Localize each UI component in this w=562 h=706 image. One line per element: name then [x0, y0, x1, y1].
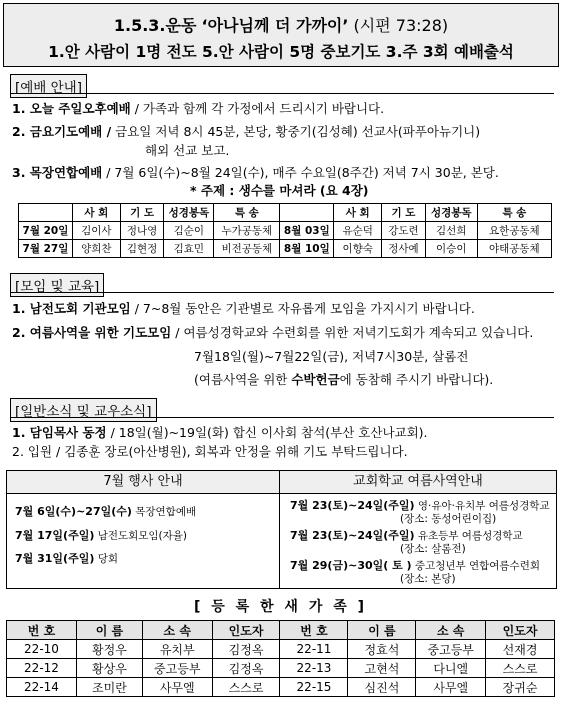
bulletin-header [3, 3, 559, 67]
monthly-events [7, 471, 280, 588]
new-family-title: [ 등 록 한 새 가 족 ] [193, 599, 368, 615]
table-row: 7월 27일 양희찬 김현정 김효민 비전공동체 8월 10일 이향숙 정사예 이승이 야태공동체 [19, 240, 552, 258]
table-row: 22-12 황상우 중고등부 김정옥 22-13 고현석 다니엘 스스로 [7, 659, 555, 678]
section-divider [10, 417, 554, 418]
table-header-row: 사 회 기 도 성경봉독 특 송 사 회 기 도 성경봉독 특 송 [19, 204, 552, 222]
table-header-row: 번 호 이 름 소 속 인도자 번 호 이 름 소 속 인도자 [7, 621, 555, 640]
worship-item-2: 2. 금요기도예배 / 금요일 저녁 8시 45분, 본당, 황중기(김성혜) 선교사(파푸아뉴기니) [12, 124, 481, 139]
worship-section [10, 74, 554, 266]
news-section [10, 398, 554, 460]
list-item: 7월 6일(수)~27일(수) 목장연합예배 [15, 505, 197, 518]
worship-schedule-table [18, 203, 552, 258]
section-divider [10, 292, 554, 293]
news-item-1: 1. 담임목사 동정 / 18일(월)~19일(화) 합신 이사회 참석(부산 호산나교회). [12, 425, 428, 440]
section-title: [예배 안내] [10, 74, 87, 98]
list-item-location: (장소: 본당) [400, 573, 456, 585]
list-item-location: (장소: 동성어린이집) [400, 513, 497, 525]
section-title: [모임 및 교육] [10, 273, 104, 297]
monthly-events-title: 7월 행사 안내 [7, 471, 279, 494]
meeting-item-2-line2: 7월18일(월)~7월22일(금), 저녁7시30분, 살롬전 [194, 349, 469, 364]
new-family-section [6, 594, 555, 697]
list-item: 7월 31일(주일) 당회 [15, 552, 118, 565]
table-row: 7월 20일 김이사 정나영 김순이 누가공동체 8월 03일 유순덕 강도련 김선희 요한공동체 [19, 222, 552, 240]
list-item: 7월 29(금)~30일( 토 ) 중고청년부 연합여름수련회 [290, 559, 540, 572]
list-item: 7월 17일(주일) 남전도회모임(자율) [15, 529, 188, 542]
meeting-item-2: 2. 여름사역을 위한 기도모임 / 여름성경학교와 수련회를 위한 저녁기도회가 계속되고 있습니다. [12, 325, 534, 340]
summer-ministry-title: 교회학교 여름사역안내 [280, 471, 556, 494]
section-divider [10, 93, 554, 94]
events-box [6, 470, 557, 589]
meeting-item-2-line3: (여름사역을 위한 수박헌금에 동참해 주시기 바랍니다). [194, 372, 494, 387]
worship-theme: * 주제 : 생수를 마셔라 (요 4장) [190, 183, 369, 198]
section-title: [일반소식 및 교우소식] [10, 398, 157, 422]
worship-item-2-cont: 해외 선교 보고. [145, 143, 230, 158]
table-row: 22-14 조미란 사무엘 스스로 22-15 심진석 사무엘 장귀순 [7, 678, 555, 697]
worship-item-3: 3. 목장연합예배 / 7월 6일(수)~8월 24일(수), 매주 수요일(8주간) 저녁 7시 30분, 본당. [12, 165, 499, 180]
news-item-2: 2. 입원 / 김종훈 장로(아산병원), 회복과 안정을 위해 기도 부탁드립니다. [12, 444, 408, 459]
summer-ministry [280, 471, 556, 588]
meeting-item-1: 1. 남전도회 기관모임 / 7~8월 동안은 기관별로 자유롭게 모임을 가지시기 바랍니다. [12, 301, 475, 316]
list-item-location: (장소: 살롬전) [400, 543, 466, 555]
list-item: 7월 23(토)~24일(주일) 영·유아·유치부 여름성경학교 [290, 499, 550, 512]
header-title: 1.5.3.운동 ‘아나님께 더 가까이’ (시편 73:28) [113, 16, 449, 35]
table-row: 22-10 황정우 유치부 김정옥 22-11 정효석 중고등부 선재경 [7, 640, 555, 659]
meeting-section [10, 273, 554, 391]
header-goals: 1.안 사람이 1명 전도 5.안 사람이 5명 중보기도 3.주 3회 예배출석 [48, 43, 514, 61]
list-item: 7월 23(토)~24일(주일) 유초등부 여름성경학교 [290, 529, 523, 542]
new-family-table [6, 620, 555, 697]
worship-item-1: 1. 오늘 주일오후예배 / 가족과 함께 각 가정에서 드리시기 바랍니다. [12, 101, 385, 116]
